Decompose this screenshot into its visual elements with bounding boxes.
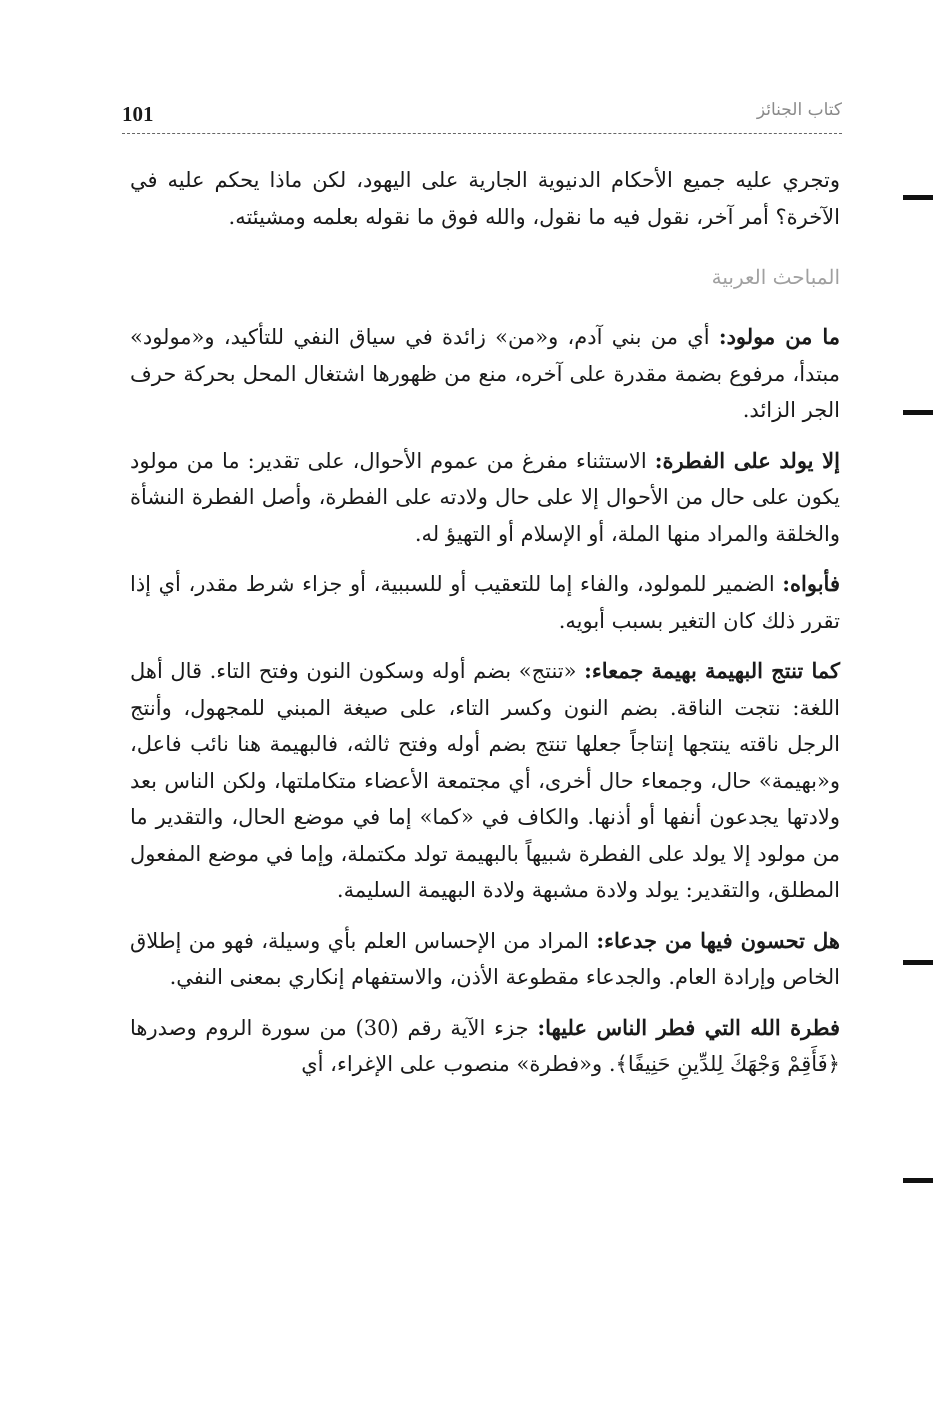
entry-paragraph (130, 566, 840, 639)
entry-paragraph (130, 653, 840, 909)
entry-term: ما من مولود: (718, 324, 840, 349)
header-rule (122, 133, 842, 134)
entry-text: الضمير للمولود، والفاء إما للتعقيب أو للسببية، أو جزاء شرط مقدر، أي إذا تقرر ذلك كان التغير بسبب أبويه. (130, 572, 840, 633)
entry-term: هل تحسون فيها من جدعاء: (596, 927, 841, 953)
entry-text: «تنتج» بضم أوله وسكون النون وفتح التاء. قال أهل اللغة: نتجت الناقة. بضم النون وكسر التاء، على صيغة المبني للمجهول، وأنتج الرجل ناقته ينتجها إنتاجاً جعلها تنتج بضم أوله وفتح ثالثه، فالبهيمة هنا نائب فاعل، و«بهيمة» حال، وجمعاء حال أخرى، أي مجتمعة الأعضاء متكاملتها، ولكن الناس بعد ولادتها يجدعون أنفها أو أذنها. والكاف في «كما» إما في موضع الحال، والتقدير ما من مولود إلا يولد على الفطرة شبيهاً بالبهيمة تولد مكتملة، وإما في موضع المفعول المطلق، والتقدير: يولد ولادة مشبهة ولادة البهيمة السليمة. (130, 659, 840, 902)
page-number: 101 (122, 102, 154, 126)
margin-mark (903, 195, 933, 200)
entry-paragraph (130, 319, 840, 429)
entry-paragraph (130, 923, 840, 996)
entry-term: إلا يولد على الفطرة: (654, 447, 840, 473)
entry-text: المراد من الإحساس العلم بأي وسيلة، فهو من إطلاق الخاص وإرادة العام. والجدعاء مقطوعة الأذن، والاستفهام إنكاري بمعنى النفي. (130, 928, 840, 989)
margin-mark (903, 1178, 933, 1183)
running-title: كتاب الجنائز (756, 100, 842, 120)
entry-text: الاستثناء مفرغ من عموم الأحوال، على تقدير: ما من مولود يكون على حال من الأحوال إلا على حال ولادته على الفطرة، وأصل الفطرة النشأة والخلقة والمراد منها الملة، أو الإسلام أو التهيؤ له. (130, 448, 840, 546)
entry-text: أي من بني آدم، و«من» زائدة في سياق النفي للتأكيد، و«مولود» مبتدأ، مرفوع بضمة مقدرة على آخره، منع من ظهورها اشتغال المحل بحركة حرف الجر الزائد. (130, 325, 840, 422)
entry-paragraph (130, 443, 840, 553)
section-heading: المباحث العربية (711, 265, 840, 289)
entry-term: كما تنتج البهيمة بهيمة جمعاء: (584, 658, 840, 683)
page-body (130, 162, 840, 1097)
intro-paragraph: وتجري عليه جميع الأحكام الدنيوية الجارية على اليهود، لكن ماذا يحكم عليه في الآخرة؟ أمر آخر، نقول فيه ما نقول، والله فوق ما نقوله بعلمه ومشيئته. (130, 168, 840, 229)
entry-paragraph (130, 1010, 840, 1083)
page-header (122, 96, 842, 136)
entry-term: فطرة الله التي فطر الناس عليها: (537, 1014, 840, 1040)
entry-text: جزء الآية رقم (30) من سورة الروم وصدرها ﴿فَأَقِمْ وَجْهَكَ لِلدِّينِ حَنِيفًا﴾. و«فطرة» منصوب على الإغراء، أي (130, 1015, 840, 1076)
margin-mark (903, 960, 933, 965)
entry-term: فأبواه: (782, 571, 840, 596)
margin-mark (903, 410, 933, 415)
